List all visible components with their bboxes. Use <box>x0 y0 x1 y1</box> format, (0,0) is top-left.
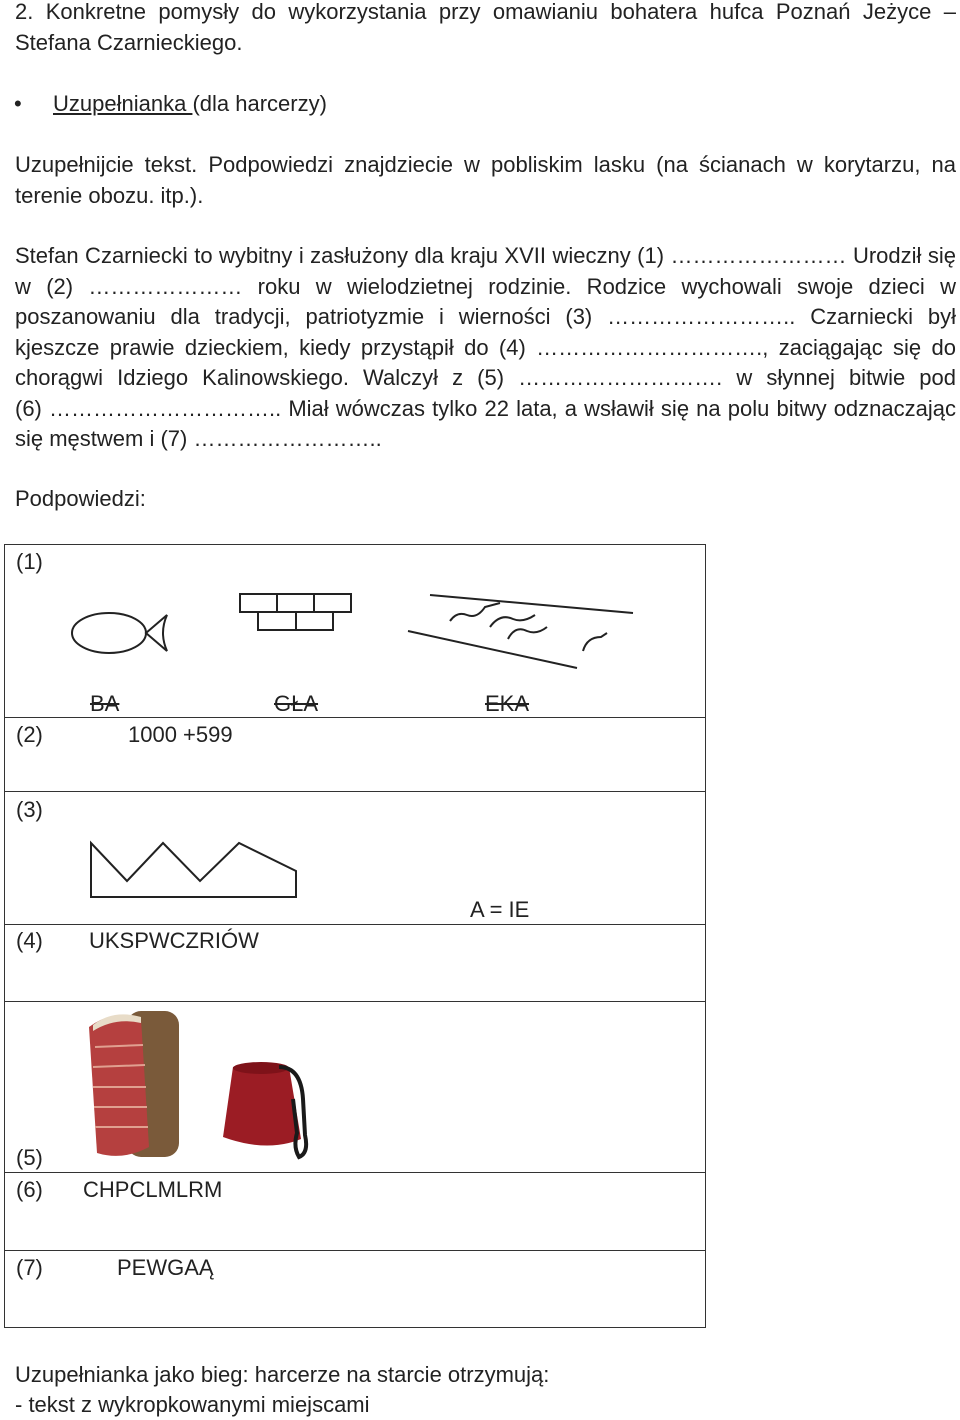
story-line: się męstwem i (7) …………………….. <box>15 426 382 451</box>
hint-7-text: PEWGAĄ <box>117 1255 214 1280</box>
hint-5-number: (5) <box>16 1145 43 1170</box>
brick-wall-icon <box>239 593 354 633</box>
row-divider <box>5 717 705 718</box>
heading-line-2: Stefana Czarnieckiego. <box>15 29 243 55</box>
syllable-eka: EKA <box>485 691 530 716</box>
kebab-icon <box>83 1007 183 1163</box>
hint-4-text: UKSPWCZRIÓW <box>89 928 259 953</box>
crown-icon <box>89 841 299 899</box>
uzupelnianka-link[interactable]: Uzupełnianka <box>53 91 193 116</box>
instruction <box>15 150 956 211</box>
hint-4-rule: A = IE <box>470 897 530 922</box>
heading <box>15 0 956 58</box>
hint-6-text: CHPCLMLRM <box>83 1177 223 1202</box>
story-line: kjeszcze prawie dzieckiem, kiedy przystąpił do (4) …………………………., zaciągając się do <box>15 334 956 360</box>
story-line: (6) ………………………….. Miał wówczas tylko 22 lata, a wsławił się na polu bitwy odznaczając <box>15 395 956 421</box>
hint-3-number: (3) <box>16 797 43 822</box>
story-line: poszanowaniu dla tradycji, patriotyzmie i wierności (3) …………………….. Czarniecki był <box>15 304 956 329</box>
bullet-rest: (dla harcerzy) <box>192 91 327 116</box>
syllable-gla: GŁA <box>274 691 319 716</box>
row-divider <box>5 1001 705 1002</box>
footer-line-1: Uzupełnianka jako bieg: harcerze na starcie otrzymują: <box>15 1362 550 1387</box>
bullet-icon: • <box>14 91 22 116</box>
syllable-ba: BA <box>90 691 120 716</box>
row-divider <box>5 1172 705 1173</box>
instruction-line-2: terenie obozu. itp.). <box>15 182 204 208</box>
footer-line-2: - tekst z wykropkowanymi miejscami <box>15 1392 370 1417</box>
row-divider <box>5 1250 705 1251</box>
story-line: w (2) ………………… roku w wielodzietnej rodzinie. Rodzice wychowali swoje dzieci w <box>15 273 956 299</box>
fish-icon <box>71 611 171 655</box>
water-waves-icon <box>405 593 640 673</box>
story-line: Stefan Czarniecki to wybitny i zasłużony dla kraju XVII wieczny (1) …………………… Urodził się <box>15 243 956 268</box>
hint-1-number: (1) <box>16 549 43 574</box>
hint-2-text: 1000 +599 <box>128 722 233 747</box>
hint-2-number: (2) <box>16 722 43 747</box>
row-divider <box>5 791 705 792</box>
row-divider <box>5 924 705 925</box>
hints-table <box>4 544 706 1328</box>
fez-hat-icon <box>219 1059 319 1159</box>
instruction-line-1: Uzupełnijcie tekst. Podpowiedzi znajdziecie w pobliskim lasku (na ścianach w korytarzu, na <box>15 152 956 177</box>
story-line: chorągwi Idziego Kalinowskiego. Walczył z (5) ………………………. w słynnej bitwie pod <box>15 365 956 390</box>
hint-4-number: (4) <box>16 928 43 953</box>
hints-title: Podpowiedzi: <box>15 486 146 511</box>
hint-7-number: (7) <box>16 1255 43 1280</box>
story-paragraph <box>15 241 956 455</box>
hint-6-number: (6) <box>16 1177 43 1202</box>
heading-line-1: 2. Konkretne pomysły do wykorzystania przy omawianiu bohatera hufca Poznań Jeżyce – <box>15 0 956 24</box>
bullet-item <box>53 89 327 119</box>
